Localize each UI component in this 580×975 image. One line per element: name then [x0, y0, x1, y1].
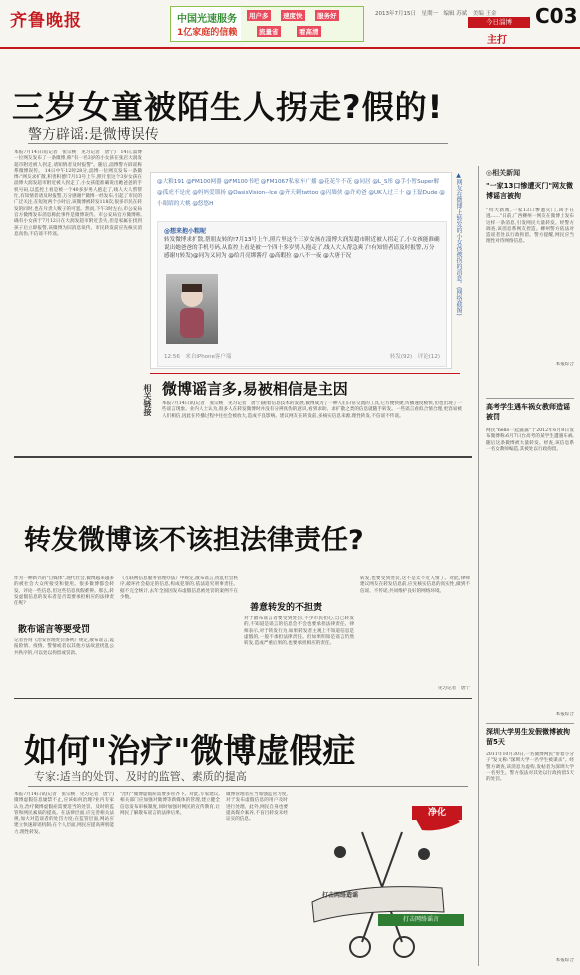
cartoon-banner: 净化 [412, 806, 462, 820]
lead-paragraphs: 14日中午12时28分,淄博一位网友发布一条微博:"网友求扩散,积善积德!7月13号上午,照片里这个3岁女孩在淄博大润发超市附近被人拐走了,小女孩能准确说出她爸爸的手机号码,以监控上看是被一个40多岁男人抱走了,线人大人帮帮忙,有知情者请及时报警,万分感谢!"微博一经发布,引起了市民的广泛关注,在短短两个小时后,该微博被转发118次,很多市民在转发的同时,也在斥责人贩子的可恶。然而,下午3时左右,市公安局官方微博发布消息称此事件是微博误传。市公安局官方微博称,确有小女孩于7月12日在大润发超市附近丢失,但是家属在找到孩子后立即报警,该微博为旧消息误传。市民转发前应先核实消息真伪,不信谣不传谣。 [14, 168, 142, 237]
divider [150, 373, 460, 374]
legal-headline: 转发微博该不该担法律责任? [24, 525, 364, 556]
edition-label: 今日淄博 [468, 17, 530, 28]
med-body-2: "治疗"微博虚假症需要多管齐下。对此,专家建议,相关部门应加强对微博等新媒体的管理,建立健全信息发布审核制度,同时加强对网民的宣传教育,让网民了解散布谣言的法律后果。 [120, 792, 220, 816]
right-body-3: 2011年10月30日,一名微博网民"带着小分子"发文称:"深圳大学一名学生被谋杀"。经警方调查,该消息为虚构,发帖者为深圳大学一名男生。警方依法对其处以行政拘留5天的处罚。 [486, 752, 574, 783]
ad-line-2: 1亿家庭的信赖 [177, 28, 238, 38]
divider [486, 398, 574, 399]
med-headline: 如何"治疗"微博虚假症 [24, 731, 356, 770]
right-byline-3: 本报综合 [555, 958, 574, 963]
page-number: C03 [535, 4, 578, 28]
ad-cell: 服务好 [317, 12, 337, 20]
ad-cell: 速度快 [283, 12, 303, 20]
ad-cell: 流量省 [259, 28, 279, 36]
related-news-label-text: 相关新闻 [492, 169, 521, 177]
right-byline-1: 本报综合 [555, 362, 574, 367]
link-headline: 微博谣言多,易被相信是主因 [162, 380, 348, 398]
cartoon-label: 打击网络谣言 [378, 914, 464, 926]
legal-col-1b: 记者咨询《治安管理处罚条例》规定,散布谣言,谎报险情、疫情、警情或者以其他方法故意扰乱公共秩序的,可以处以拘留或罚款。 [14, 638, 114, 656]
right-title-2: 高考学生遇车祸女教师造谣被罚 [486, 403, 570, 421]
link-body: 本报7月14日讯(记者 张宗桃 见习记者 唐宁)随着信息技术的发展,微博成为了一种人们日常交流的工具,它方便快捷,传播速度极快,但也出现了一些谣言现象。业内人士认为,很多人在转发微博时并没有分辨真伪的意识,看到求助、求扩散之类的信息就随手转发。一些谣言看似合情合理,更容易被人们相信,因此在传播过程中往往会被放大,造成不良影响。建议网友在转发前,多核实信息来源,理性转发,不信谣不传谣。 [162, 401, 462, 419]
section-label: 主打 [487, 35, 507, 46]
weibo-post-text: 转发微博求扩散,帮朋友转的!7月13号上午,照片里这个三岁女孩在淄博大润发超市附近被人拐走了,小女孩能准确说出她爸爸的手机号码,从监控上看是被一个四十多岁男人抱走了,线人大人帮急爽了!有知情者请及时报警,万分感谢!(转发)@同为又同为 @给月亮绑酱疗 @高暇拉 @八不一夜 @大唐于况 [164, 237, 440, 259]
divider [486, 723, 574, 724]
related-news-label: ◎相关新闻 [486, 169, 521, 177]
related-link-label [143, 384, 153, 440]
legal-col-4: 转发,也要受到处罚,这不是太不近人情了。对此,律师建议网友在转发信息前,应先核实信息的真实性,做到不信谣、不传谣,共同维护良好的网络环境。 [360, 576, 470, 594]
lead-headline: 三岁女童被陌生人拐走?假的! [12, 88, 444, 126]
date-line: 2013年7月15日 星期一 编辑 苏斌 美编 王金 [375, 11, 497, 17]
related-link-label-text: 相关链接 [143, 384, 152, 416]
advertisement-banner[interactable] [170, 6, 364, 42]
section-divider [14, 456, 472, 458]
right-title-3: 深圳大学男生发假微博被拘留5天 [486, 728, 570, 746]
weibo-footer [164, 352, 440, 360]
med-subhead: 专家:适当的处罚、及时的监管、素质的提高 [34, 770, 247, 783]
divider [28, 786, 468, 787]
right-body-1: "特大新闻,一家13口惨遭灭门,凶手在逃……"日前,广西柳州一网友在微博上发布这样一条消息,引发网民大量转发。经警方调查,该消息系网友捏造。柳州警方依法对造谣者处以行政拘留。警方提醒,网民应当理性对待网络信息。 [486, 208, 574, 245]
cartoon-illustration [292, 792, 472, 968]
med-body-3: 微博管理者应当加强监管力度,对于发布虚假信息的用户及时进行处理。此外,网民自身也要提高媒介素养,不盲目转发未经证实的信息。 [226, 792, 288, 823]
masthead-rule [0, 47, 580, 49]
cartoon-caption: 打击网络造谣 [322, 892, 359, 899]
legal-col-2: 《互联网信息服务管理办法》中规定,散布谣言,扰乱社会秩序,破坏社会稳定的信息,构成犯罪的,依法追究刑事责任。据不完全统计,去年全国因发布虚假信息被处罚的案例不在少数。 [120, 576, 238, 600]
weibo-time: 12:56 来自iPhone客户端 [164, 354, 232, 360]
weibo-screenshot [150, 172, 452, 369]
weibo-actions[interactable]: 转发(92) 评论(12) [389, 354, 440, 360]
lead-body [14, 150, 142, 442]
right-title-1: "一家13口惨遭灭门"网友微博谣言被拘 [486, 182, 574, 200]
legal-subhead-1: 散布谣言等要受罚 [18, 625, 91, 635]
legal-col-1: 作为一种新兴的"自媒体",现代社会,微博越来越多的被社会大众所接受和使用。很多微博都会转发、评论一些信息,但这些信息真假难辨。那么,转发虚假信息的发布者是否需要承担相应的法律责任呢? [14, 576, 114, 607]
ad-cell: 用户多 [249, 12, 269, 20]
newspaper-logo: 齐鲁晚报 [10, 11, 82, 31]
section-divider [14, 698, 472, 699]
girl-silhouette-icon [166, 274, 218, 344]
ad-cell: 看高清 [299, 28, 319, 36]
right-byline-2: 本报综合 [555, 712, 574, 717]
column-divider [478, 166, 479, 966]
legal-col-3a [244, 576, 354, 590]
legal-subhead-2: 善意转发的不担责 [250, 603, 323, 613]
med-body-1: 本报7月14日讯(记者 张宗桃 见习记者 唐宁)微博虚假信息屡禁不止,应该如何治理?业内专家认为,治疗微博虚假症需要适当的处罚、及时的监管和网民素质的提高。在法律层面,应完善相关法规,加大对造谣者的处罚力度;在监管层面,网站应建立快速辟谣机制;在个人层面,网民应提高辨别能力,理性转发。 [14, 792, 114, 835]
weibo-post-card [157, 221, 447, 367]
weibo-username[interactable]: @想来抱小粗呢 [164, 228, 207, 235]
divider [28, 143, 448, 144]
legal-byline: 见习记者 唐宁 [437, 686, 470, 691]
lead-byline: 本报7月14日讯(记者 张宗桃 见习记者 唐宁) 14日,淄博一位网友发布了一条微博,称"有一名3岁的小女孩在张店大润发超市附近被人拐走,请知情者及时报警"。随后,淄博警方辟谣称系微博误传。 [14, 150, 142, 174]
right-body-2: 网民"hello一起露露"于2012年6月8日发布微博称:6月7日台高考的某学生遭遇车祸,随后这条微博被大量转发。经查,该信息系一名女教师编造,其被处以行政拘留。 [486, 428, 574, 452]
lead-subhead: 警方辟谣:是微博误传 [28, 127, 159, 143]
weibo-mentions: @大粮191 @FM100网器 @FM100书吧 @FM1067私家车广播 @花花牛不花 @同居 @L_S彤 @手小暂Super解 @孤虎不是虎 @妈妈爱锁扬 @OasisVision--lce @齐天刺tattoo @闪墙侠 @许劝爸 @UK人过三十 @王磊Dude @小眼睛的大桃 @悠悠H [157, 179, 445, 207]
photo-caption [455, 172, 465, 362]
ad-logo-area [171, 7, 241, 41]
girl-photo [166, 274, 218, 344]
legal-col-3: 对于散布谣言者要受到处罚,不少市民担心,自己转发的,不知道是谣言的信息会不会也要承担法律责任。律师表示,对于转发行为,如果转发者主观上不知道信息是虚假的,一般不承担法律责任。但如果明知是谣言仍然转发,造成严重后果的,也要承担相应的责任。 [244, 616, 354, 647]
ad-line-1: 中国光速服务 [177, 14, 237, 25]
photo-caption-text: ▲网友在微博上转发的小女孩被拐的消息。(网络截图) [455, 172, 462, 316]
